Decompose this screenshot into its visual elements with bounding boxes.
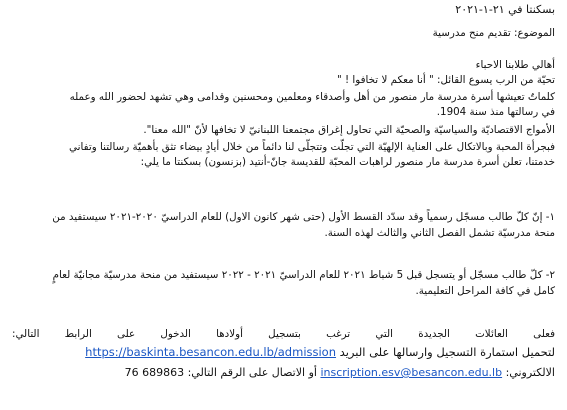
greeting: أهالي طلابنا الاحباء: [475, 59, 555, 71]
phone-label: أو الاتصال على الرقم التالي:: [187, 366, 317, 379]
body-line-1: تحيّة من الرب يسوع القائل: " أنا معكم لا تخافوا ! ": [337, 74, 555, 86]
closing-line-2: [12, 346, 555, 359]
closing-line-3: [12, 366, 555, 379]
admission-link[interactable]: https://baskinta.besancon.edu.lb/admission: [85, 345, 337, 359]
point-1-line-1: ١- إنّ كلّ طالب مسجّل رسمياً وقد سدّد القسط الأول (حتى شهر كانون الاول) للعام الدراسيّ ٢٠٢٠-٢٠٢١ سيستفيد من: [52, 211, 555, 223]
body-line-4: الأمواج الاقتصاديّة والسياسيّة والصحيّة التي تحاول إغراق مجتمعنا اللبنانيّ لا تخافها لأنّ "الله معنا".: [143, 124, 555, 136]
body-line-6: خدمتنا، تعلن أسرة مدرسة مار منصور لراهبات المحبّة للقديسة جانّ-أنتيد (بزنسون) بسكنتا ما يلي:: [140, 156, 555, 168]
date-line: بسكنتا في ٢١-١-٢٠٢١: [455, 3, 555, 16]
phone-number: 76 689863: [124, 366, 185, 379]
subject-line: الموضوع: تقديم منح مدرسية: [432, 27, 555, 39]
closing-line-1: فعلى العائلات الجديدة التي ترغب بتسجيل أولادها الدخول على الرابط التالي:: [12, 328, 555, 340]
body-line-5: فبجرأة المحبة وبالاتكال على العناية الإلهيّة التي تجلّت وتتجلّى لنا دائماً من خلال أيادٍ بيضاء تثق بأهميّة رسالتنا وتفاني: [69, 141, 555, 153]
body-line-3: في رسالتها منذ سنة 1904.: [436, 106, 555, 118]
point-1-line-2: منحة مدرسيّة تشمل الفصل الثاني والثالث لهذه السنة.: [324, 227, 555, 239]
email-label: الالكتروني:: [505, 366, 555, 379]
point-2-line-2: كامل في كافة المراحل التعليمية.: [415, 285, 555, 297]
email-link[interactable]: inscription.esv@besancon.edu.lb: [320, 366, 503, 379]
closing-line-2-text: لتحميل استمارة التسجيل وارسالها على البريد: [339, 345, 555, 359]
body-line-2: كلماتٌ تعيشها أسرة مدرسة مار منصور من أهل وأصدقاء ومعلمين ومحسنين وقدامى وهي تشهد لحضور الله وعمله: [69, 91, 555, 103]
point-2-line-1: ٢- كلّ طالب مسجّل أو يتسجل قبل 5 شباط ٢٠٢١ للعام الدراسيّ ٢٠٢١ - ٢٠٢٢ سيستفيد من منحة مدرسيّة مجانيّة لعامٍ: [52, 269, 555, 281]
